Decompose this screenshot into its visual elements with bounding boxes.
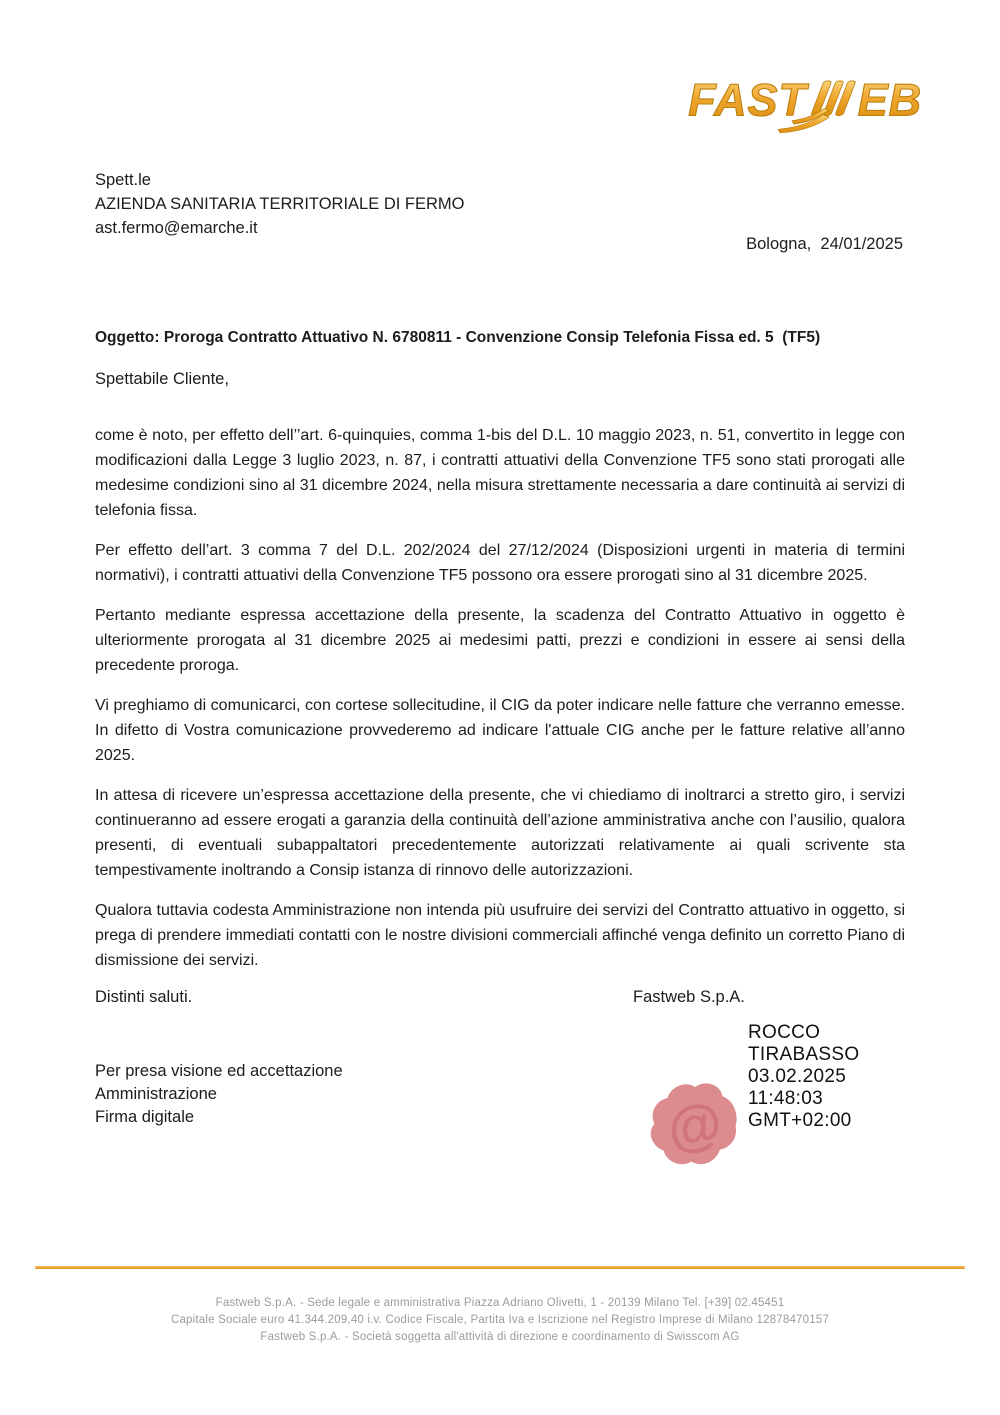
acceptance-line: Firma digitale <box>95 1108 195 1126</box>
logo-eb-text: EB <box>857 74 922 126</box>
body-paragraph: Qualora tuttavia codesta Amministrazione non intenda più usufruire dei servizi del Contratto attuativo in oggetto, si prega di prendere immediati contatti con le nostre divisioni commerciali affinché venga definito un corretto Piano di dismissione dei servizi. <box>95 902 905 969</box>
gold-divider <box>35 1266 965 1269</box>
subject-line: Oggetto: Proroga Contratto Attuativo N. 6780811 - Convenzione Consip Telefonia Fissa ed. 5 (TF5) <box>95 329 821 346</box>
footer-block <box>0 1295 1000 1346</box>
acceptance-block <box>95 1060 343 1129</box>
footer-line-address: Fastweb S.p.A. - Sede legale e amministrativa Piazza Adriano Olivetti, 1 - 20139 Milano Tel. [+39] 02.45451 <box>215 1297 785 1309</box>
body-paragraph: Pertanto mediante espressa accettazione della presente, la scadenza del Contratto Attuativo in oggetto è ulteriormente prorogata al 31 dicembre 2025 ai medesimi patti, prezzi e condizioni in essere ai sensi della precedente proroga. <box>95 607 905 674</box>
body-paragraph: come è noto, per effetto dell’’art. 6-quinquies, comma 1-bis del D.L. 10 maggio 2023, n. 51, convertito in legge con modificazioni dalla Legge 3 luglio 2023, n. 87, i contratti attuativi della Convenzione TF5 sono stati prorogati alle medesime condizioni sino al 31 dicembre 2024, nella misura strettamente necessaria a dare continuità ai servizi di telefonia fissa. <box>95 427 905 519</box>
letter-body <box>95 423 905 1013</box>
signature-timezone: GMT+02:00 <box>748 1110 852 1131</box>
logo-w-slashes-icon <box>811 81 856 116</box>
signature-time: 11:48:03 <box>748 1088 823 1109</box>
recipient-name: AZIENDA SANITARIA TERRITORIALE DI FERMO <box>95 195 465 213</box>
acceptance-line: Per presa visione ed accettazione <box>95 1062 343 1080</box>
body-paragraph: Vi preghiamo di comunicarci, con cortese sollecitudine, il CIG da poter indicare nelle fatture che verranno emesse. In difetto di Vostra comunicazione provvederemo ad indicare l'attuale CIG anche per le fatture relative all’anno 2025. <box>95 697 905 764</box>
closing-row <box>95 988 905 1013</box>
recipient-block <box>95 168 465 240</box>
body-paragraph: Per effetto dell’art. 3 comma 7 del D.L. 202/2024 del 27/12/2024 (Disposizioni urgenti in materia di termini normativi), i contratti attuativi della Convenzione TF5 possono ora essere prorogati sino al 31 dicembre 2025. <box>95 542 905 584</box>
signature-date: 03.02.2025 <box>748 1066 847 1087</box>
body-paragraph: In attesa di ricevere un’espressa accettazione della presente, che vi chiediamo di inoltrarci a stretto giro, i servizi continueranno ad essere erogati a garanzia della continuità dell’azione amministrativa anche con l’ausilio, qualora presenti, di eventuali subappaltatori precedentemente autorizzati relativamente ai quali scrivente sta tempestivamente inoltrando a Consip istanza di rinnovo delle autorizzazioni. <box>95 787 905 879</box>
fastweb-logo <box>688 74 948 138</box>
acceptance-line: Amministrazione <box>95 1085 217 1103</box>
closing-company: Fastweb S.p.A. <box>633 988 745 1006</box>
closing-salutation: Distinti saluti. <box>95 988 193 1006</box>
recipient-salutation: Spett.le <box>95 171 151 189</box>
signer-last-name: TIRABASSO <box>748 1044 860 1065</box>
stamp-at-symbol: @ <box>662 1089 727 1161</box>
footer-line-fiscal: Capitale Sociale euro 41.344.209,40 i.v. Codice Fiscale, Partita Iva e Iscrizione nel Registro Imprese di Milano 12878470157 <box>170 1314 830 1326</box>
recipient-email: ast.fermo@emarche.it <box>95 219 258 237</box>
greeting: Spettabile Cliente, <box>95 370 229 388</box>
dateline: Bologna, 24/01/2025 <box>746 235 903 253</box>
signer-first-name: ROCCO <box>748 1022 821 1043</box>
footer-line-group: Fastweb S.p.A. - Società soggetta all'attività di direzione e coordinamento di Swisscom AG <box>260 1331 740 1343</box>
signature-text-block <box>748 1022 859 1132</box>
signature-stamp-icon <box>649 1076 741 1170</box>
logo-fast-text: FAST <box>688 74 807 126</box>
